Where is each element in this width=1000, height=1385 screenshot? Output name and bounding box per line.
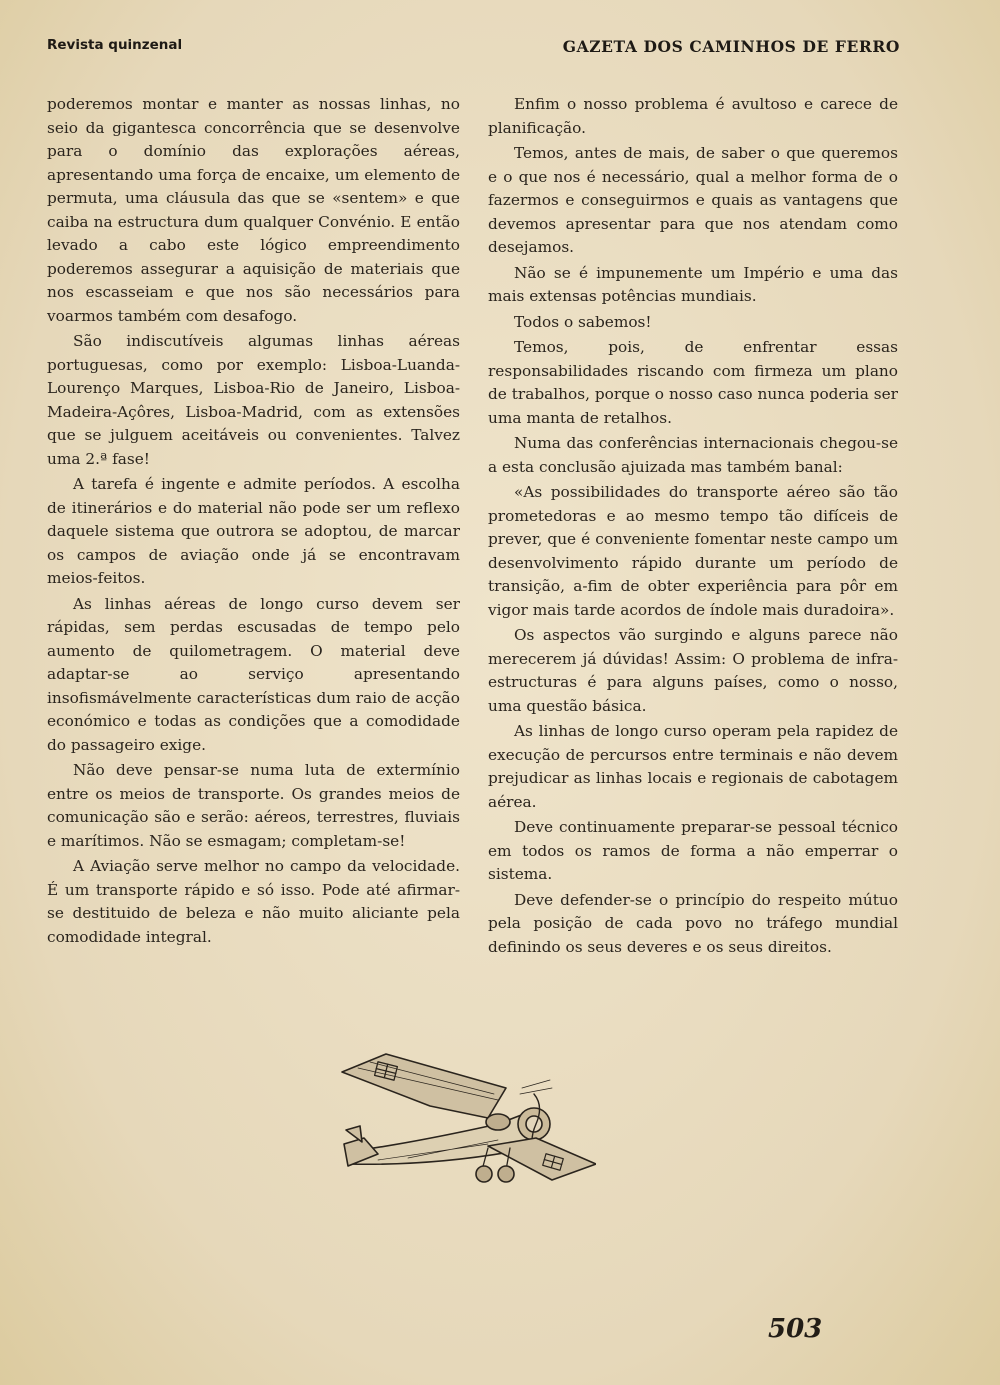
paragraph: São indiscutíveis algumas linhas aéreas portuguesas, como por exemplo: Lisboa-Luanda-Lourenço Marques, Lisboa-Rio de Janeiro, Lisboa-Madeira-Açôres, Lisboa-Madrid, com as extensões que se julguem aceitáveis ou convenientes. Talvez uma 2.ª fase! xyxy=(47,332,460,468)
right-column xyxy=(488,93,898,961)
page-header xyxy=(47,37,900,59)
paragraph: Numa das conferências internacionais chegou-se a esta conclusão ajuizada mas também banal: xyxy=(488,434,898,476)
paragraph: As linhas de longo curso operam pela rapidez de execução de percursos entre terminais e não devem prejudicar as linhas locais e regionais de cabotagem aérea. xyxy=(488,722,898,811)
journal-title: GAZETA DOS CAMINHOS DE FERRO xyxy=(562,37,900,56)
left-column xyxy=(47,93,460,951)
paragraph: Temos, pois, de enfrentar essas responsabilidades riscando com firmeza um plano de trabalhos, porque o nosso caso nunca poderia ser uma manta de retalhos. xyxy=(488,338,898,427)
paragraph: A tarefa é ingente e admite períodos. A escolha de itinerários e do material não pode ser um reflexo daquele sistema que outrora se adoptou, de marcar os campos de aviação onde já se encontravam meios-feitos. xyxy=(47,475,460,587)
paragraph: Os aspectos vão surgindo e alguns parece não merecerem já dúvidas! Assim: O problema de infra-estructuras é para alguns países, como o nosso, uma questão básica. xyxy=(488,626,898,715)
paragraph: Todos o sabemos! xyxy=(514,312,652,331)
paragraph: A Aviação serve melhor no campo da velocidade. É um transporte rápido e só isso. Pode até afirmar-se destituido de beleza e não muito aliciante pela comodidade integral. xyxy=(47,857,460,946)
airplane-illustration-icon xyxy=(338,1048,596,1188)
paragraph: Deve continuamente preparar-se pessoal técnico em todos os ramos de forma a não emperrar o sistema. xyxy=(488,818,898,883)
paragraph: Deve defender-se o princípio do respeito mútuo pela posição de cada povo no tráfego mundial definindo os seus deveres e os seus direitos. xyxy=(488,890,898,956)
paragraph: Temos, antes de mais, de saber o que queremos e o que nos é necessário, qual a melhor forma de o fazermos e conseguirmos e quais as vantagens que devemos apresentar para que nos atendam como desejamos. xyxy=(488,144,898,256)
paragraph: Enfim o nosso problema é avultoso e carece de planificação. xyxy=(488,95,898,137)
paragraph: Não deve pensar-se numa luta de extermínio entre os meios de transporte. Os grandes meios de comunicação são e serão: aéreos, terrestres, fluviais e marítimos. Não se esmagam; completam-se! xyxy=(47,761,460,850)
paragraph: As linhas aéreas de longo curso devem ser rápidas, sem perdas escusadas de tempo pelo aumento de quilometragem. O material deve adaptar-se ao serviço apresentando insofismávelmente características dum raio de acção económico e todas as condições que a comodidade do passageiro exige. xyxy=(47,594,460,754)
publication-frequency: Revista quinzenal xyxy=(47,37,183,53)
paragraph: Não se é impunemente um Império e uma das mais extensas potências mundiais. xyxy=(488,263,898,305)
paragraph: «As possibilidades do transporte aéreo são tão prometedoras e ao mesmo tempo tão difíceis de prever, que é conveniente fomentar neste campo um desenvolvimento rápido durante um período de transição, a-fim de obter experiência para pôr em vigor mais tarde acordos de índole mais duradoira». xyxy=(488,483,898,619)
paragraph: poderemos montar e manter as nossas linhas, no seio da gigantesca concorrência que se desenvolve para o domínio das explorações aéreas, apresentando uma força de encaixe, um elemento de permuta, uma cláusula das que se «sentem» e que caiba na estructura dum qualquer Convénio. E então levado a cabo este lógico empreendimento poderemos assegurar a aquisição de materiais que nos escasseiam e que nos são necessários para voarmos também com desafogo. xyxy=(47,95,460,325)
page-number: 503 xyxy=(768,1314,823,1344)
